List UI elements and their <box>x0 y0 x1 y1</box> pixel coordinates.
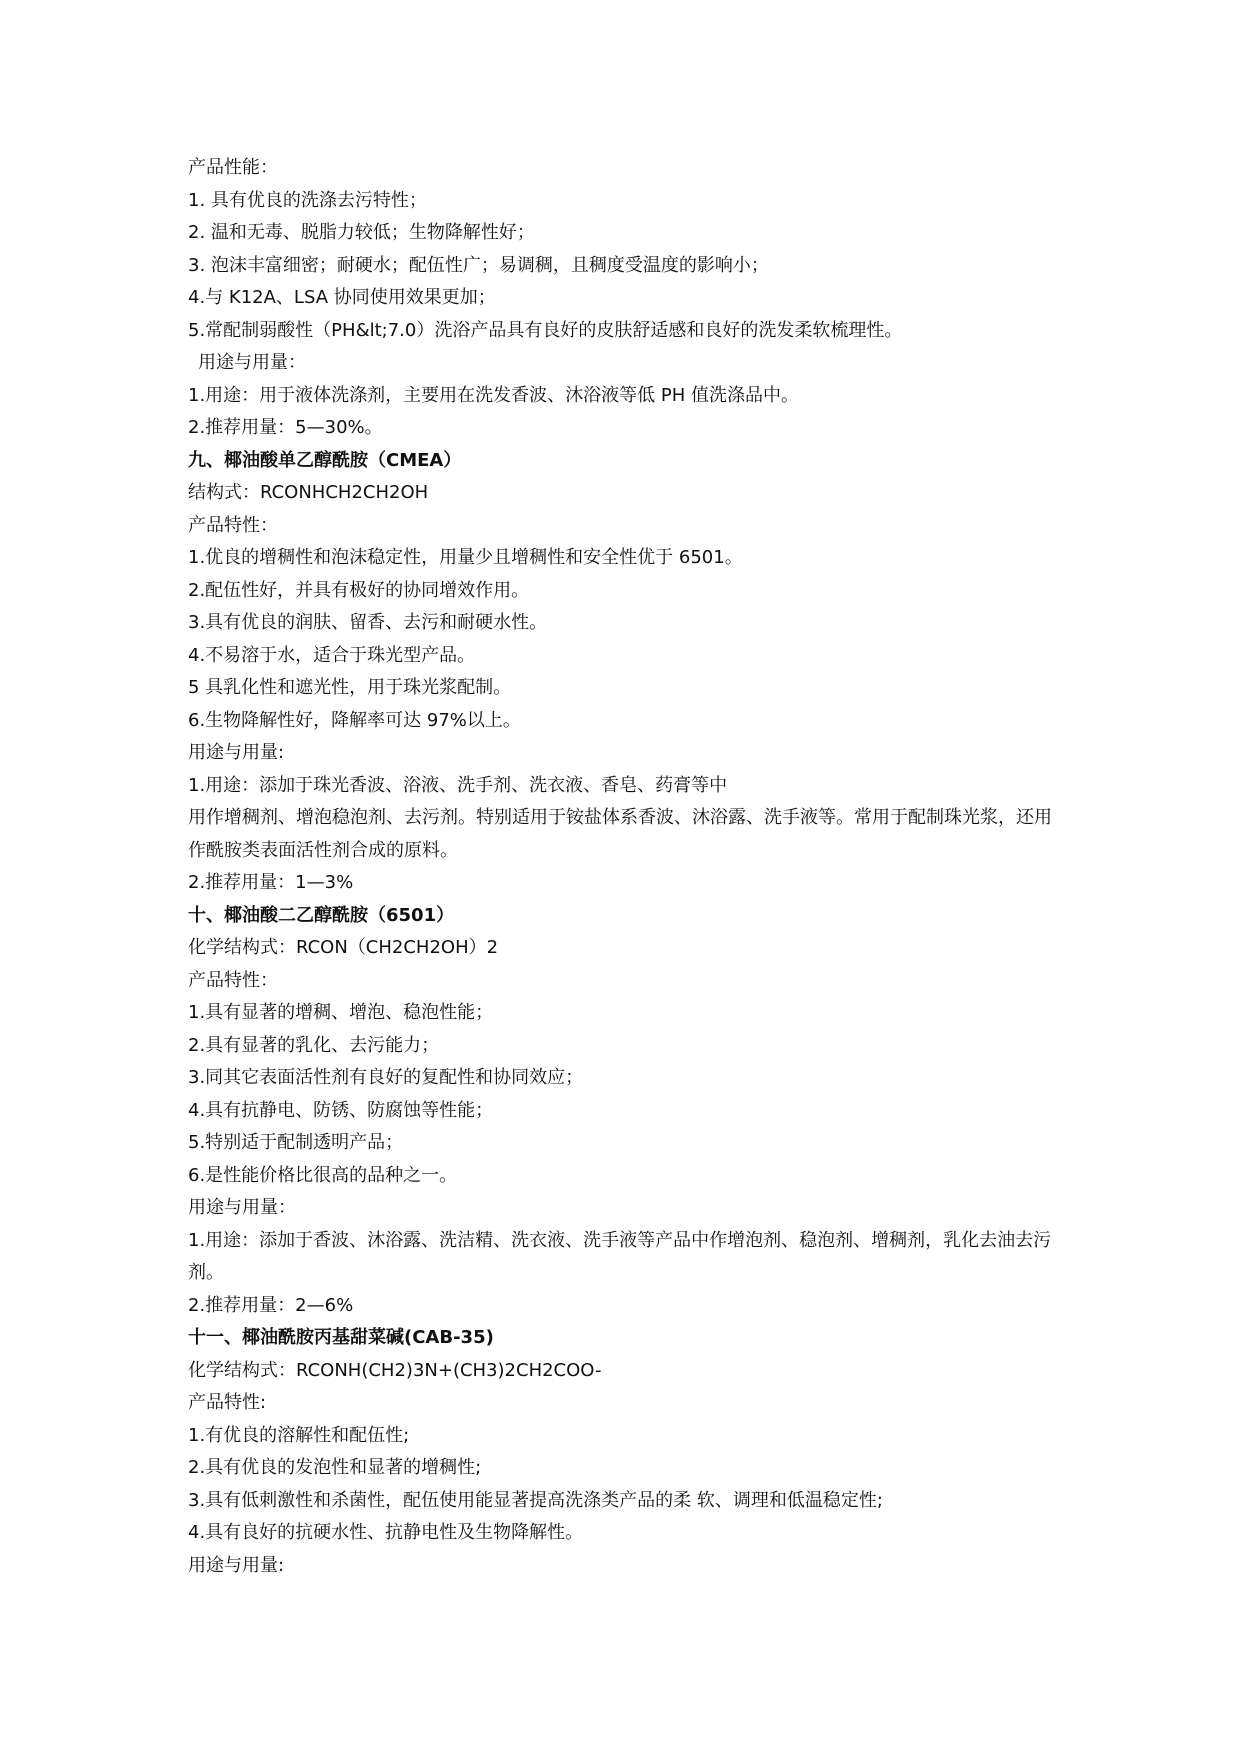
list-item: 3. 泡沫丰富细密；耐硬水；配伍性广；易调稠，且稠度受温度的影响小； <box>188 254 769 276</box>
list-item: 4.具有抗静电、防锈、防腐蚀等性能； <box>188 1099 494 1121</box>
section-label-usage: 用途与用量: <box>188 742 285 763</box>
list-item: 1.用途：用于液体洗涤剂，主要用在洗发香波、沐浴液等低 PH 值洗涤品中。 <box>188 384 800 406</box>
list-item: 1.优良的增稠性和泡沫稳定性，用量少且增稠性和安全性优于 6501。 <box>188 547 743 568</box>
section-label-properties: 产品特性： <box>188 969 278 991</box>
list-item: 4.不易溶于水，适合于珠光型产品。 <box>188 644 476 666</box>
list-item: 5.常配制弱酸性（PH&lt;7.0）洗浴产品具有良好的皮肤舒适感和良好的洗发柔软梳理性。 <box>188 319 903 341</box>
section-label-performance: 产品性能： <box>188 157 278 178</box>
list-item: 2.推荐用量：2—6% <box>188 1294 354 1316</box>
list-item: 2.推荐用量：1—3% <box>188 872 354 893</box>
list-item: 4.与 K12A、LSA 协同使用效果更加； <box>188 287 496 308</box>
section-heading-cab35: 十一、椰油酰胺丙基甜菜碱(CAB-35) <box>188 1327 494 1348</box>
list-item: 1.用途：添加于珠光香波、浴液、洗手剂、洗衣液、香皂、药膏等中 <box>188 774 728 796</box>
list-item: 3.同其它表面活性剂有良好的复配性和协同效应； <box>188 1067 584 1088</box>
list-item: 3.具有优良的润肤、留香、去污和耐硬水性。 <box>188 612 548 633</box>
list-item: 2.配伍性好，并具有极好的协同增效作用。 <box>188 579 530 601</box>
list-item: 2.推荐用量：5—30%。 <box>188 417 383 438</box>
paragraph: 用作增稠剂、增泡稳泡剂、去污剂。特别适用于铵盐体系香波、沐浴露、洗手液等。常用于配制珠光浆，还用作酰胺类表面活性剂合成的原料。 <box>188 807 1052 861</box>
list-item: 3.具有低刺激性和杀菌性，配伍使用能显著提高洗涤类产品的柔 软、调理和低温稳定性; <box>188 1489 883 1511</box>
section-label-properties: 产品特性： <box>188 514 278 536</box>
section-label-usage: 用途与用量： <box>198 352 306 373</box>
section-heading-cmea: 九、椰油酸单乙醇酰胺（CMEA） <box>188 449 462 471</box>
list-item: 6.是性能价格比很高的品种之一。 <box>188 1164 458 1186</box>
structural-formula: 化学结构式：RCON（CH2CH2OH）2 <box>188 937 499 958</box>
list-item: 5.特别适于配制透明产品； <box>188 1132 404 1153</box>
structural-formula: 结构式：RCONHCH2CH2OH <box>188 482 429 503</box>
section-label-usage: 用途与用量： <box>188 1197 296 1218</box>
section-label-properties: 产品特性: <box>188 1392 267 1413</box>
list-item: 1.有优良的溶解性和配伍性; <box>188 1424 410 1446</box>
list-item: 1.具有显著的增稠、增泡、稳泡性能； <box>188 1002 494 1023</box>
section-label-usage: 用途与用量: <box>188 1554 285 1576</box>
list-item: 6.生物降解性好，降解率可达 97%以上。 <box>188 709 521 731</box>
list-item: 4.具有良好的抗硬水性、抗静电性及生物降解性。 <box>188 1522 584 1543</box>
section-heading-6501: 十、椰油酸二乙醇酰胺（6501） <box>188 904 455 926</box>
list-item: 2. 温和无毒、脱脂力较低；生物降解性好； <box>188 222 535 243</box>
list-item: 1.用途：添加于香波、沐浴露、洗洁精、洗衣液、洗手液等产品中作增泡剂、稳泡剂、增稠剂，乳化去油去污剂。 <box>188 1229 1052 1283</box>
structural-formula: 化学结构式：RCONH(CH2)3N+(CH3)2CH2COO- <box>188 1359 602 1381</box>
list-item: 2.具有优良的发泡性和显著的增稠性; <box>188 1457 482 1478</box>
list-item: 5 具乳化性和遮光性，用于珠光浆配制。 <box>188 677 512 698</box>
document-body <box>188 152 1068 1582</box>
list-item: 1. 具有优良的洗涤去污特性； <box>188 189 427 211</box>
list-item: 2.具有显著的乳化、去污能力； <box>188 1034 440 1056</box>
